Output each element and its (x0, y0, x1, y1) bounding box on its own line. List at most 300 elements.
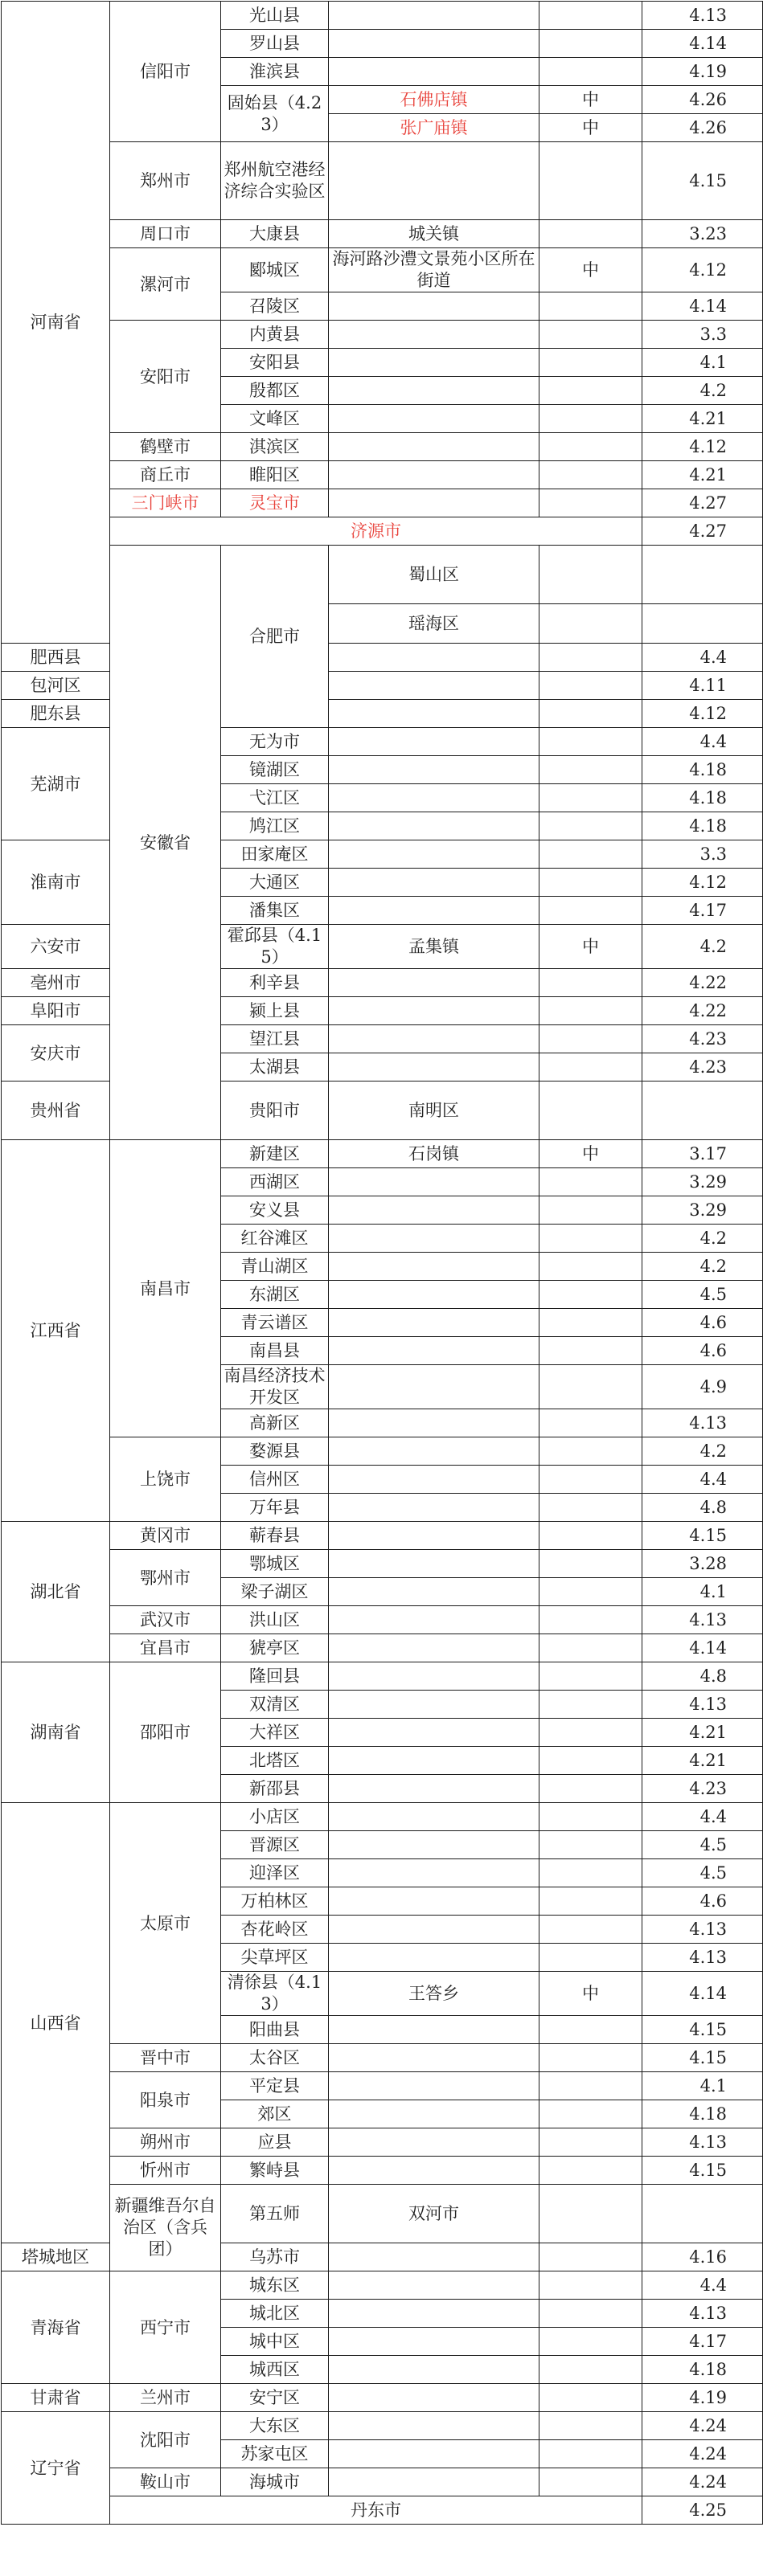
date-cell: 4.12 (642, 248, 763, 292)
table-row (2, 433, 763, 461)
table-cell: 红谷滩区 (221, 1225, 329, 1253)
table-cell: 丹东市 (110, 2496, 642, 2525)
table-cell (539, 897, 642, 925)
table-cell: 阳泉市 (110, 2072, 221, 2128)
table-cell (329, 433, 539, 461)
table-cell (539, 489, 642, 517)
date-cell: 3.29 (642, 1196, 763, 1225)
table-cell (329, 1887, 539, 1916)
table-cell: 阜阳市 (2, 997, 110, 1025)
table-cell: 武汉市 (110, 1606, 221, 1634)
date-cell: 3.28 (642, 1550, 763, 1578)
table-cell: 安徽省 (110, 546, 221, 1140)
table-cell (329, 1550, 539, 1578)
table-cell (329, 1719, 539, 1747)
table-cell: 肥西县 (2, 644, 110, 672)
table-cell: 中 (539, 114, 642, 142)
table-row (2, 248, 763, 292)
table-cell: 淮南市 (2, 840, 110, 925)
table-cell: 内黄县 (221, 321, 329, 349)
table-row (2, 2128, 763, 2157)
date-cell: 4.21 (642, 461, 763, 489)
table-cell: 镜湖区 (221, 756, 329, 784)
table-cell: 六安市 (2, 925, 110, 969)
date-cell: 4.2 (642, 1437, 763, 1466)
table-cell (329, 1634, 539, 1662)
table-cell (539, 2356, 642, 2384)
table-cell (329, 1466, 539, 1494)
date-cell: 4.12 (642, 700, 763, 728)
table-cell (329, 1691, 539, 1719)
table-cell (539, 604, 642, 644)
table-row (2, 546, 763, 604)
date-cell: 4.4 (642, 2271, 763, 2300)
table-cell (539, 728, 642, 756)
date-cell: 4.18 (642, 784, 763, 812)
table-cell (539, 1437, 642, 1466)
table-cell (329, 489, 539, 517)
date-cell: 4.19 (642, 2384, 763, 2412)
table-cell (539, 700, 642, 728)
table-cell: 济源市 (110, 517, 642, 546)
table-cell (539, 969, 642, 997)
table-cell: 安阳县 (221, 349, 329, 377)
date-cell: 4.24 (642, 2440, 763, 2468)
table-cell (329, 969, 539, 997)
table-cell: 石岗镇 (329, 1140, 539, 1168)
table-row (2, 1662, 763, 1691)
table-cell: 潘集区 (221, 897, 329, 925)
table-cell (329, 897, 539, 925)
table-cell: 辽宁省 (2, 2412, 110, 2525)
table-cell (329, 1578, 539, 1606)
table-row (2, 461, 763, 489)
table-cell (329, 2300, 539, 2328)
table-cell (539, 142, 642, 220)
table-cell (539, 1196, 642, 1225)
table-cell (329, 1803, 539, 1831)
table-cell (539, 1337, 642, 1365)
table-cell: 双河市 (329, 2185, 539, 2243)
table-cell: 繁峙县 (221, 2157, 329, 2185)
table-cell (539, 349, 642, 377)
table-cell: 湖南省 (2, 1662, 110, 1803)
table-cell: 洪山区 (221, 1606, 329, 1634)
table-cell: 周口市 (110, 220, 221, 248)
table-cell (539, 1719, 642, 1747)
table-cell (329, 2243, 539, 2271)
date-cell: 4.14 (642, 292, 763, 321)
table-cell (539, 2412, 642, 2440)
table-cell (539, 321, 642, 349)
table-cell (329, 1309, 539, 1337)
table-row (2, 2384, 763, 2412)
date-cell: 4.18 (642, 812, 763, 840)
table-cell: 邵阳市 (110, 1662, 221, 1803)
table-cell: 迎泽区 (221, 1859, 329, 1887)
table-cell: 包河区 (2, 672, 110, 700)
date-cell: 4.13 (642, 2128, 763, 2157)
table-cell: 海河路沙澧文景苑小区所在街道 (329, 248, 539, 292)
date-cell: 4.18 (642, 2100, 763, 2128)
table-cell: 罗山县 (221, 30, 329, 58)
table-cell (539, 1281, 642, 1309)
table-cell: 郊区 (221, 2100, 329, 2128)
date-cell: 4.14 (642, 30, 763, 58)
table-cell (329, 1494, 539, 1522)
table-cell: 颍上县 (221, 997, 329, 1025)
date-cell: 4.13 (642, 1916, 763, 1944)
date-cell: 4.4 (642, 1466, 763, 1494)
table-cell (329, 2440, 539, 2468)
date-cell: 4.15 (642, 2157, 763, 2185)
table-cell: 淇滨区 (221, 433, 329, 461)
date-cell: 4.13 (642, 2300, 763, 2328)
table-cell (539, 2072, 642, 2100)
table-cell: 光山县 (221, 2, 329, 30)
date-cell: 4.25 (642, 2496, 763, 2525)
table-cell (329, 1225, 539, 1253)
table-cell (539, 672, 642, 700)
table-cell (539, 1916, 642, 1944)
date-cell: 4.27 (642, 517, 763, 546)
table-cell (329, 58, 539, 86)
date-cell: 4.6 (642, 1887, 763, 1916)
date-cell: 4.18 (642, 2356, 763, 2384)
date-cell: 4.11 (642, 672, 763, 700)
table-cell: 弋江区 (221, 784, 329, 812)
table-row (2, 2072, 763, 2100)
date-cell: 4.4 (642, 728, 763, 756)
date-cell: 3.17 (642, 1140, 763, 1168)
table-cell: 利辛县 (221, 969, 329, 997)
table-cell: 鞍山市 (110, 2468, 221, 2496)
table-cell: 鄂城区 (221, 1550, 329, 1578)
date-cell: 4.1 (642, 2072, 763, 2100)
table-cell: 瑶海区 (329, 604, 539, 644)
date-cell: 4.21 (642, 405, 763, 433)
table-cell: 西宁市 (110, 2271, 221, 2384)
table-cell: 文峰区 (221, 405, 329, 433)
table-cell: 无为市 (221, 728, 329, 756)
date-cell: 4.2 (642, 925, 763, 969)
table-cell: 青山湖区 (221, 1253, 329, 1281)
date-cell: 4.19 (642, 58, 763, 86)
table-cell (329, 728, 539, 756)
table-row (2, 489, 763, 517)
table-cell: 青云谱区 (221, 1309, 329, 1337)
table-cell: 王答乡 (329, 1972, 539, 2016)
date-cell: 4.21 (642, 1747, 763, 1775)
date-cell: 4.8 (642, 1662, 763, 1691)
table-cell: 隆回县 (221, 1662, 329, 1691)
table-cell: 孟集镇 (329, 925, 539, 969)
table-cell: 梁子湖区 (221, 1578, 329, 1606)
table-cell: 中 (539, 248, 642, 292)
table-cell: 山西省 (2, 1803, 110, 2243)
table-cell (539, 1365, 642, 1409)
table-cell (539, 1466, 642, 1494)
table-cell (539, 1309, 642, 1337)
table-cell: 安庆市 (2, 1025, 110, 1082)
table-cell (329, 2157, 539, 2185)
table-cell: 平定县 (221, 2072, 329, 2100)
table-cell (539, 1859, 642, 1887)
table-cell (539, 2300, 642, 2328)
table-cell: 乌苏市 (221, 2243, 329, 2271)
table-cell: 召陵区 (221, 292, 329, 321)
table-cell (329, 1916, 539, 1944)
table-row (2, 220, 763, 248)
table-row (2, 2468, 763, 2496)
table-cell (329, 2271, 539, 2300)
date-cell: 4.9 (642, 1365, 763, 1409)
table-cell: 婺源县 (221, 1437, 329, 1466)
date-cell: 4.2 (642, 1253, 763, 1281)
table-cell: 应县 (221, 2128, 329, 2157)
date-cell: 4.1 (642, 1578, 763, 1606)
table-cell: 小店区 (221, 1803, 329, 1831)
date-cell: 4.23 (642, 1775, 763, 1803)
table-cell (539, 1409, 642, 1437)
table-cell: 中 (539, 925, 642, 969)
table-cell: 万年县 (221, 1494, 329, 1522)
table-cell: 塔城地区 (2, 2243, 110, 2271)
table-cell: 南明区 (329, 1082, 539, 1140)
date-cell: 4.17 (642, 897, 763, 925)
table-cell: 睢阳区 (221, 461, 329, 489)
table-row (2, 1522, 763, 1550)
table-cell: 兰州市 (110, 2384, 221, 2412)
table-cell (329, 2356, 539, 2384)
table-cell (539, 2271, 642, 2300)
table-cell: 太原市 (110, 1803, 221, 2044)
table-cell: 石佛店镇 (329, 86, 539, 114)
table-cell: 新疆维吾尔自治区（含兵团） (110, 2185, 221, 2271)
date-cell: 3.3 (642, 321, 763, 349)
table-cell: 清徐县（4.13） (221, 1972, 329, 2016)
table-cell (329, 1437, 539, 1466)
table-cell: 城北区 (221, 2300, 329, 2328)
table-cell (329, 1196, 539, 1225)
date-cell: 4.15 (642, 142, 763, 220)
table-cell (539, 812, 642, 840)
date-cell: 4.5 (642, 1281, 763, 1309)
date-cell: 4.21 (642, 1719, 763, 1747)
table-cell (329, 1831, 539, 1859)
date-cell: 3.29 (642, 1168, 763, 1196)
table-cell (539, 1831, 642, 1859)
table-cell (329, 1747, 539, 1775)
table-cell (539, 1691, 642, 1719)
date-cell: 4.6 (642, 1309, 763, 1337)
table-cell: 南昌县 (221, 1337, 329, 1365)
table-cell: 阳曲县 (221, 2016, 329, 2044)
table-cell: 新建区 (221, 1140, 329, 1168)
table-cell: 甘肃省 (2, 2384, 110, 2412)
table-cell (329, 2100, 539, 2128)
table-cell: 城关镇 (329, 220, 539, 248)
table-cell (539, 2328, 642, 2356)
table-row (2, 321, 763, 349)
table-cell (539, 2440, 642, 2468)
table-cell: 大通区 (221, 869, 329, 897)
date-cell: 4.26 (642, 114, 763, 142)
table-cell (329, 1168, 539, 1196)
date-cell: 4.8 (642, 1494, 763, 1522)
date-cell: 4.12 (642, 869, 763, 897)
table-cell: 城中区 (221, 2328, 329, 2356)
table-cell (539, 2, 642, 30)
table-cell: 信州区 (221, 1466, 329, 1494)
date-cell: 4.17 (642, 2328, 763, 2356)
table-cell (539, 1662, 642, 1691)
date-cell: 4.6 (642, 1337, 763, 1365)
table-cell: 高新区 (221, 1409, 329, 1437)
table-cell (539, 1168, 642, 1196)
table-cell: 南昌经济技术开发区 (221, 1365, 329, 1409)
table-cell (539, 1944, 642, 1972)
date-cell: 4.23 (642, 1053, 763, 1082)
table-row (2, 1550, 763, 1578)
table-cell (539, 1053, 642, 1082)
table-cell (539, 433, 642, 461)
table-cell (539, 756, 642, 784)
date-cell: 4.22 (642, 997, 763, 1025)
table-cell: 蜀山区 (329, 546, 539, 604)
table-cell (329, 1662, 539, 1691)
table-cell: 中 (539, 1140, 642, 1168)
table-row (2, 2271, 763, 2300)
table-cell (329, 2412, 539, 2440)
table-row (2, 2496, 763, 2525)
table-cell: 安宁区 (221, 2384, 329, 2412)
table-cell (539, 2100, 642, 2128)
table-cell: 河南省 (2, 2, 110, 644)
table-cell (329, 644, 539, 672)
table-cell (329, 1025, 539, 1053)
table-cell (329, 672, 539, 700)
table-cell (539, 2468, 642, 2496)
table-cell: 宜昌市 (110, 1634, 221, 1662)
table-cell (329, 756, 539, 784)
table-cell (539, 1747, 642, 1775)
table-cell: 东湖区 (221, 1281, 329, 1309)
table-cell: 晋中市 (110, 2044, 221, 2072)
table-cell: 杏花岭区 (221, 1916, 329, 1944)
table-cell (539, 292, 642, 321)
table-cell: 上饶市 (110, 1437, 221, 1522)
table-row (2, 2, 763, 30)
table-cell (329, 1253, 539, 1281)
table-cell (329, 2128, 539, 2157)
table-cell: 芜湖市 (2, 728, 110, 840)
table-cell (539, 2044, 642, 2072)
table-cell (329, 349, 539, 377)
table-cell: 青海省 (2, 2271, 110, 2384)
date-cell: 4.24 (642, 2412, 763, 2440)
table-cell: 苏家屯区 (221, 2440, 329, 2468)
table-cell (329, 1859, 539, 1887)
table-cell (642, 546, 763, 604)
table-cell: 贵阳市 (221, 1082, 329, 1140)
table-cell: 湖北省 (2, 1522, 110, 1662)
table-cell (329, 142, 539, 220)
table-cell: 郾城区 (221, 248, 329, 292)
table-cell (329, 1606, 539, 1634)
table-cell (329, 2384, 539, 2412)
table-cell (539, 405, 642, 433)
table-cell (539, 220, 642, 248)
table-cell (539, 2128, 642, 2157)
table-cell: 大东区 (221, 2412, 329, 2440)
table-cell (539, 2384, 642, 2412)
table-cell: 亳州市 (2, 969, 110, 997)
table-cell (329, 840, 539, 869)
table-cell (329, 30, 539, 58)
table-cell: 鹤壁市 (110, 433, 221, 461)
table-row (2, 1140, 763, 1168)
date-cell: 4.15 (642, 2016, 763, 2044)
table-cell: 北塔区 (221, 1747, 329, 1775)
table-cell (329, 784, 539, 812)
table-cell: 大祥区 (221, 1719, 329, 1747)
date-cell: 3.3 (642, 840, 763, 869)
table-cell: 晋源区 (221, 1831, 329, 1859)
date-cell: 4.14 (642, 1634, 763, 1662)
date-cell: 3.23 (642, 220, 763, 248)
date-cell: 4.13 (642, 1409, 763, 1437)
table-cell: 灵宝市 (221, 489, 329, 517)
table-row (2, 1606, 763, 1634)
table-cell (329, 997, 539, 1025)
table-cell (329, 1053, 539, 1082)
table-cell (329, 2468, 539, 2496)
table-cell (539, 2157, 642, 2185)
table-row (2, 2185, 763, 2243)
table-cell: 中 (539, 1972, 642, 2016)
date-cell: 4.1 (642, 349, 763, 377)
date-cell: 4.27 (642, 489, 763, 517)
date-cell: 4.16 (642, 2243, 763, 2271)
table-cell (539, 784, 642, 812)
table-cell (539, 644, 642, 672)
table-cell (539, 2243, 642, 2271)
table-cell: 郑州市 (110, 142, 221, 220)
table-cell: 贵州省 (2, 1082, 110, 1140)
date-cell: 4.24 (642, 2468, 763, 2496)
table-cell (329, 461, 539, 489)
table-cell (539, 461, 642, 489)
table-cell (642, 2185, 763, 2243)
date-cell: 4.2 (642, 1225, 763, 1253)
table-cell: 霍邱县（4.15） (221, 925, 329, 969)
table-cell (539, 1887, 642, 1916)
table-cell: 鄂州市 (110, 1550, 221, 1606)
table-cell (539, 1494, 642, 1522)
date-cell: 4.14 (642, 1972, 763, 2016)
table-cell: 城东区 (221, 2271, 329, 2300)
table-cell (539, 2016, 642, 2044)
table-cell: 中 (539, 86, 642, 114)
table-cell: 张广庙镇 (329, 114, 539, 142)
table-cell (539, 377, 642, 405)
date-cell: 4.26 (642, 86, 763, 114)
table-cell: 南昌市 (110, 1140, 221, 1437)
outbreak-region-table (1, 1, 763, 2525)
table-cell (329, 1944, 539, 1972)
table-cell: 江西省 (2, 1140, 110, 1522)
